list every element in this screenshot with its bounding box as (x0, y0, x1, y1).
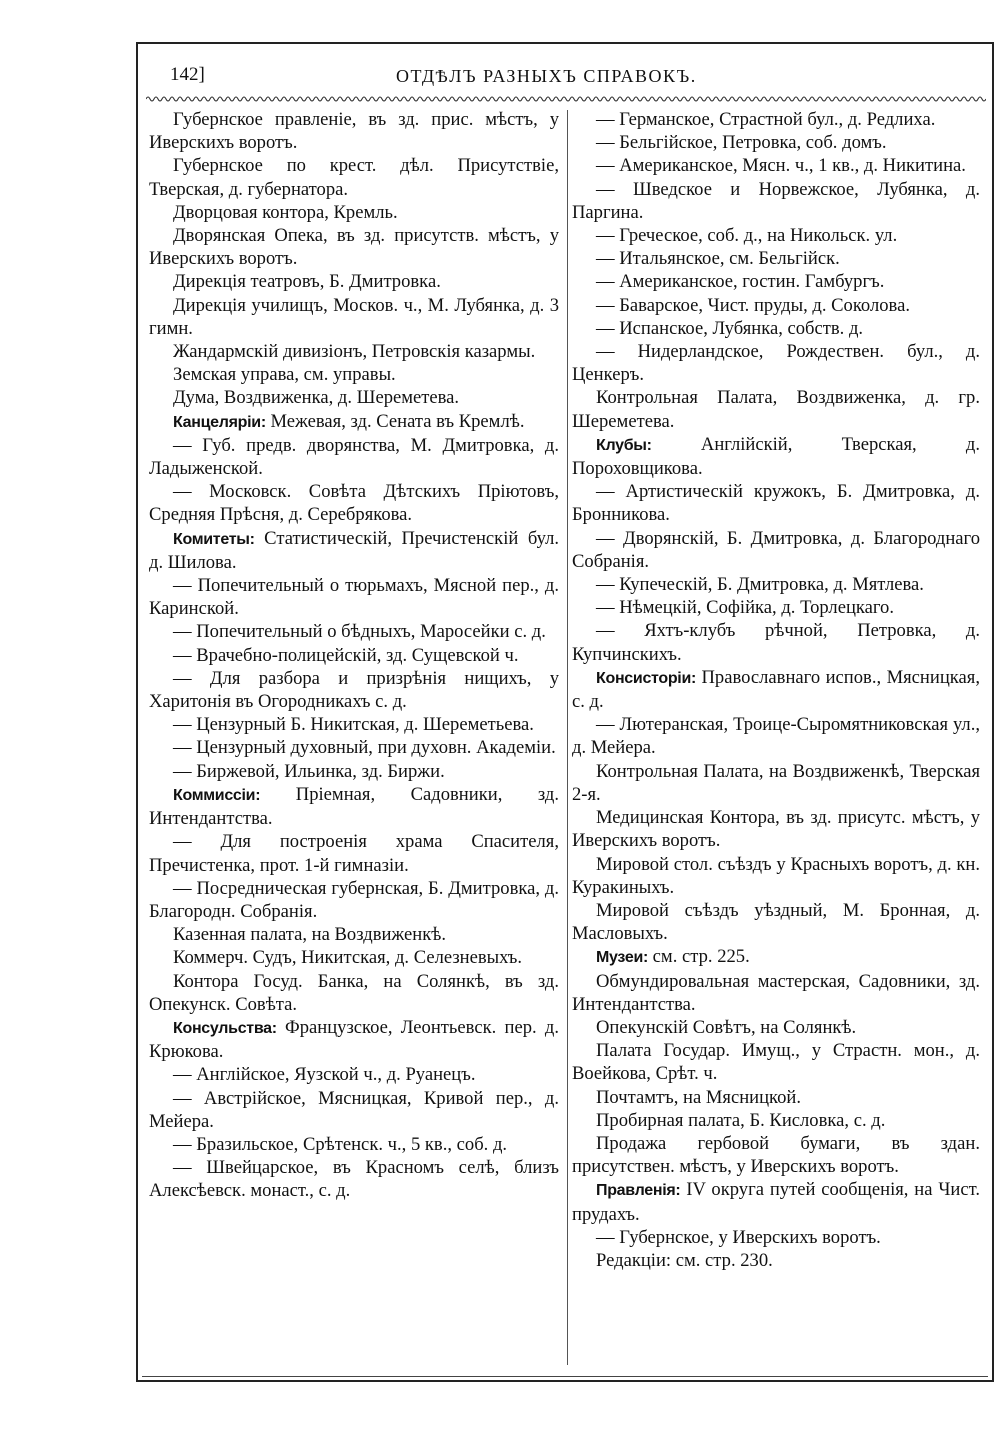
section-heading: Канцеляріи: (173, 413, 266, 431)
entry-text: Дума, Воздвиженка, д. Шереметева. (173, 387, 460, 409)
directory-entry (149, 877, 559, 923)
entry-text: — Бразильское, Срѣтенск. ч., 5 кв., соб. д. (173, 1133, 508, 1155)
directory-entry (572, 108, 980, 131)
directory-entry (149, 1063, 559, 1086)
directory-entry (149, 667, 559, 713)
directory-entry (572, 386, 980, 432)
directory-entry (149, 363, 559, 386)
directory-entry (572, 899, 980, 945)
entry-text: — Губернское, у Иверскихъ воротъ. (596, 1226, 881, 1248)
entry-text: — Греческое, соб. д., на Никольск. ул. (596, 225, 898, 247)
directory-entry (572, 1132, 980, 1178)
directory-entry (149, 527, 559, 574)
directory-entry (572, 433, 980, 480)
entry-text: — Для разбора и призрѣнія нищихъ, у Харитонія въ Огородникахъ с. д. (149, 667, 559, 713)
entry-text: Губернское правленіе, въ зд. прис. мѣстъ, у Иверскихъ воротъ. (149, 109, 559, 154)
section-heading: Музеи: (596, 949, 649, 967)
entry-text: — Лютеранская, Троице-Сыромятниковская ул., д. Мейера. (572, 714, 980, 759)
right-column (572, 108, 980, 1272)
entry-text: Казенная палата, на Воздвиженкѣ. (173, 924, 447, 946)
entry-text: Медицинская Контора, въ зд. присутс. мѣстъ, у Иверскихъ воротъ. (572, 807, 980, 852)
directory-entry (149, 1133, 559, 1156)
column-divider (567, 110, 568, 1365)
directory-entry (149, 946, 559, 969)
entry-text: Контрольная Палата, на Воздвиженкѣ, Тверская 2-я. (572, 760, 980, 805)
entry-text: — Шведское и Норвежское, Лубянка, д. Паргина. (572, 178, 980, 223)
directory-entry (572, 224, 980, 247)
entry-text: — Американское, Мясн. ч., 1 кв., д. Никитина. (596, 155, 966, 177)
directory-entry (149, 108, 559, 154)
directory-entry (572, 760, 980, 806)
entry-text: IV округа путей сообщенія, на Чист. прудахъ. (572, 1179, 980, 1225)
entry-text: Англійскій, Тверская, д. Пороховщикова. (572, 433, 980, 480)
entry-text: — Нидерландское, Рождествен. бул., д. Ценкеръ. (572, 341, 980, 386)
entry-text: — Швейцарское, въ Красномъ селѣ, близъ Алексѣевск. монаст., с. д. (149, 1157, 559, 1202)
directory-entry (572, 806, 980, 852)
directory-entry (572, 596, 980, 619)
directory-entry (572, 480, 980, 526)
entry-text: Статистическій, Пречистенскій бул. д. Шилова. (149, 527, 559, 573)
entry-text: — Попечительный о бѣдныхъ, Маросейки с. д. (173, 621, 546, 643)
entry-text: — Цензурный Б. Никитская, д. Шереметьева. (173, 714, 534, 736)
entry-text: см. стр. 225. (648, 946, 750, 968)
entry-text: — Биржевой, Ильинка, зд. Биржи. (173, 760, 445, 782)
entry-text: — Бельгійское, Петровка, соб. домъ. (596, 132, 887, 154)
entry-text: Дирекція театровъ, Б. Дмитровка. (173, 271, 441, 293)
directory-entry (149, 1016, 559, 1063)
section-heading: Клубы: (596, 436, 652, 454)
directory-entry (572, 270, 980, 293)
directory-entry (572, 1109, 980, 1132)
wavy-rule (146, 94, 986, 104)
directory-entry (572, 573, 980, 596)
entry-text: Палата Государ. Имущ., у Страстн. мон., д. Воейкова, Срѣт. ч. (572, 1040, 980, 1085)
entry-text: — Для построенія храма Спасителя, Пречистенка, прот. 1-й гимназіи. (149, 831, 559, 876)
directory-entry (149, 154, 559, 200)
entry-text: — Дворянскій, Б. Дмитровка, д. Благороднаго Собранія. (572, 527, 980, 572)
directory-entry (149, 294, 559, 340)
section-heading: Комитеты: (173, 530, 255, 548)
entry-text: Дворцовая контора, Кремль. (173, 201, 398, 223)
page-number: 142] (170, 64, 205, 85)
directory-entry (572, 970, 980, 1016)
entry-text: Почтамтъ, на Мясницкой. (596, 1086, 802, 1108)
entry-text: Дирекція училищъ, Москов. ч., М. Лубянка, д. 3 гимн. (149, 294, 559, 339)
directory-entry (572, 1226, 980, 1249)
entry-text: — Итальянское, см. Бельгійск. (596, 248, 840, 270)
directory-entry (572, 1016, 980, 1039)
entry-text: — Американское, гостин. Гамбургъ. (596, 271, 885, 293)
directory-entry (572, 527, 980, 573)
section-heading: Правленія: (596, 1182, 681, 1200)
section-heading: Консульства: (173, 1019, 277, 1037)
entry-text: — Врачебно-полицейскій, зд. Сущевской ч. (173, 644, 519, 666)
entry-text: — Попечительный о тюрьмахъ, Мясной пер., д. Каринской. (149, 575, 559, 620)
entry-text: Мировой съѣздъ уѣздный, М. Бронная, д. Масловыхъ. (572, 899, 980, 945)
directory-entry (149, 224, 559, 270)
directory-entry (149, 620, 559, 643)
directory-entry (149, 644, 559, 667)
directory-entry (149, 340, 559, 363)
directory-entry (149, 480, 559, 526)
entry-text: Дворянская Опека, въ зд. присутств. мѣстъ, у Иверскихъ воротъ. (149, 225, 559, 270)
directory-entry (572, 1039, 980, 1085)
section-heading: Коммиссіи: (173, 786, 261, 804)
directory-entry (572, 945, 980, 969)
entry-text: Французское, Леонтьевск. пер. д. Крюкова. (149, 1016, 559, 1063)
directory-entry (572, 1249, 980, 1272)
entry-text: — Яхтъ-клубъ рѣчной, Петровка, д. Купчинскихъ. (572, 620, 980, 665)
entry-text: — Англійское, Яузской ч., д. Руанецъ. (173, 1064, 476, 1086)
entry-text: Православнаго испов., Мясницкая, с. д. (572, 666, 980, 713)
directory-entry (149, 923, 559, 946)
entry-text: Межевая, зд. Сената въ Кремлѣ. (265, 410, 525, 432)
directory-entry (572, 154, 980, 177)
directory-entry (149, 713, 559, 736)
directory-entry (149, 201, 559, 224)
directory-entry (572, 340, 980, 386)
directory-entry (149, 1087, 559, 1133)
entry-text: — Артистическій кружокъ, Б. Дмитровка, д. Бронникова. (572, 481, 980, 526)
directory-entry (149, 386, 559, 409)
entry-text: — Испанское, Лубянка, собств. д. (596, 317, 864, 339)
entry-text: Контора Госуд. Банка, на Солянкѣ, въ зд. Опекунск. Совѣта. (149, 970, 559, 1015)
entry-text: — Австрійское, Мясницкая, Кривой пер., д. Мейера. (149, 1087, 559, 1132)
directory-entry (149, 1156, 559, 1202)
directory-entry (572, 178, 980, 224)
directory-entry (572, 666, 980, 713)
section-heading: Консисторіи: (596, 669, 697, 687)
left-column (149, 108, 559, 1203)
entry-text: Обмундировальная мастерская, Садовники, зд. Интендантства. (572, 970, 980, 1015)
directory-entry (572, 713, 980, 759)
entry-text: — Купеческій, Б. Дмитровка, д. Мятлева. (596, 574, 924, 596)
directory-entry (149, 760, 559, 783)
entry-text: — Посредническая губернская, Б. Дмитровка, д. Благородн. Собранія. (149, 877, 559, 922)
entry-text: Опекунскій Совѣтъ, на Солянкѣ. (596, 1016, 857, 1038)
directory-entry (149, 783, 559, 830)
directory-entry (149, 434, 559, 480)
running-head: ОТДѢЛЪ РАЗНЫХЪ СПРАВОКЪ. (396, 66, 697, 86)
directory-entry (572, 1086, 980, 1109)
directory-entry (572, 1178, 980, 1225)
entry-text: — Губ. предв. дворянства, М. Дмитровка, д. Ладыженской. (149, 434, 559, 480)
directory-entry (572, 131, 980, 154)
directory-entry (149, 830, 559, 876)
directory-entry (572, 619, 980, 665)
entry-text: — Баварское, Чист. пруды, д. Соколова. (596, 294, 910, 316)
directory-entry (149, 574, 559, 620)
directory-entry (149, 410, 559, 434)
entry-text: Земская управа, см. управы. (173, 364, 396, 386)
directory-entry (572, 247, 980, 270)
entry-text: — Германское, Страстной бул., д. Редлиха. (596, 109, 936, 130)
directory-entry (572, 853, 980, 899)
entry-text: Пробирная палата, Б. Кисловка, с. д. (596, 1109, 886, 1131)
entry-text: Коммерч. Судъ, Никитская, д. Селезневыхъ. (173, 947, 523, 969)
entry-text: Жандармскій дивизіонъ, Петровскія казармы. (173, 341, 536, 363)
directory-entry (149, 270, 559, 293)
entry-text: Продажа гербовой бумаги, въ здан. присутствен. мѣстъ, у Иверскихъ воротъ. (572, 1132, 980, 1178)
entry-text: Пріемная, Садовники, зд. Интендантства. (149, 783, 559, 830)
entry-text: — Московск. Совѣта Дѣтскихъ Пріютовъ, Средняя Прѣсня, д. Серебрякова. (149, 481, 559, 526)
entry-text: Контрольная Палата, Воздвиженка, д. гр. Шереметева. (572, 387, 980, 432)
entry-text: Губернское по крест. дѣл. Присутствіе, Тверская, д. губернатора. (149, 155, 559, 200)
entry-text: — Нѣмецкій, Софійка, д. Торлецкаго. (596, 597, 895, 619)
entry-text: Редакціи: см. стр. 230. (596, 1249, 773, 1271)
directory-entry (572, 317, 980, 340)
entry-text: Мировой стол. съѣздъ у Красныхъ воротъ, д. кн. Куракиныхъ. (572, 853, 980, 898)
directory-entry (149, 970, 559, 1016)
entry-text: — Цензурный духовный, при духовн. Академіи. (173, 737, 556, 759)
directory-entry (572, 294, 980, 317)
directory-entry (149, 736, 559, 759)
